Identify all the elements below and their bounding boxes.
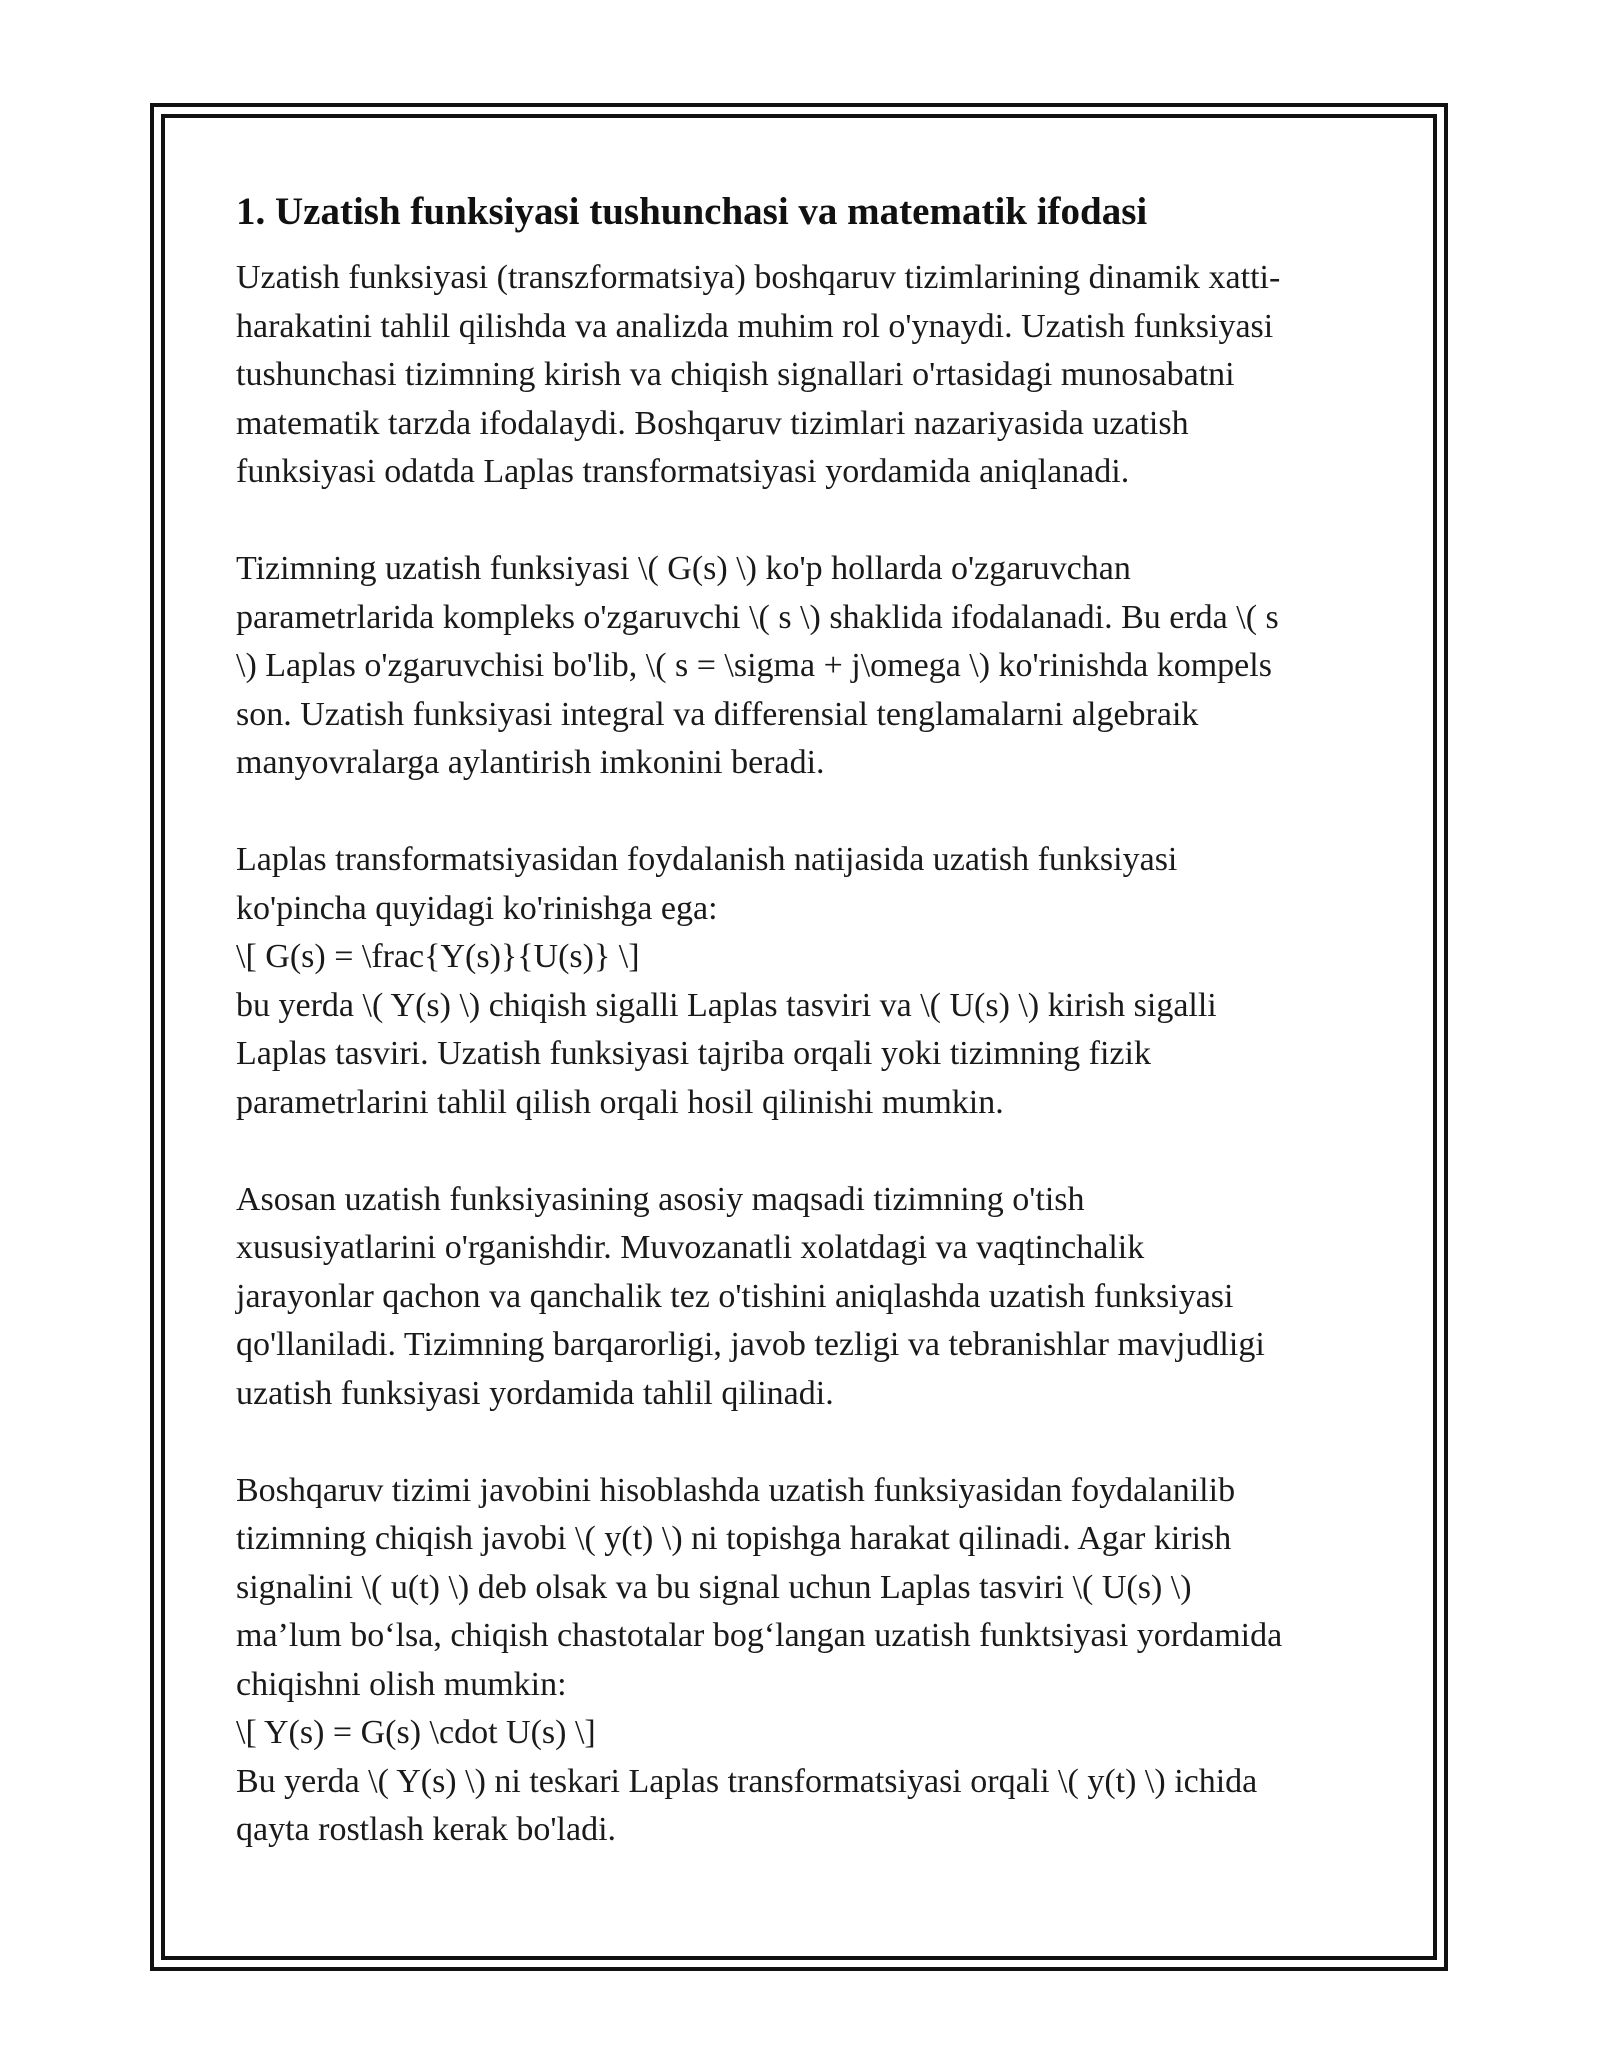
text-line: Laplas transformatsiyasidan foydalanish natijasida uzatish funksiyasi (236, 841, 1178, 878)
text-line: qo'llaniladi. Tizimning barqarorligi, javob tezligi va tebranishlar mavjudligi (236, 1326, 1265, 1363)
text-line: harakatini tahlil qilishda va analizda muhim rol o'ynaydi. Uzatish funksiyasi (236, 307, 1274, 345)
document-body (236, 182, 1376, 1903)
text-line: Boshqaruv tizimi javobini hisoblashda uzatish funksiyasidan foydalanilib (236, 1471, 1236, 1509)
formula-line: \[ G(s) = \frac{Y(s)}{U(s)} \] (236, 938, 640, 975)
text-line: signalini \( u(t) \) deb olsak va bu signal uchun Laplas tasviri \( U(s) \) (236, 1568, 1192, 1606)
text-line: tushunchasi tizimning kirish va chiqish signallari o'rtasidagi munosabatni (236, 356, 1235, 393)
paragraph-purpose (236, 1176, 1376, 1419)
text-line: ma’lum bo‘lsa, chiqish chastotalar bog‘langan uzatish funktsiyasi yordamida (236, 1617, 1283, 1654)
text-line: \) Laplas o'zgaruvchisi bo'lib, \( s = \sigma + j\omega \) ko'rinishda kompels (236, 647, 1272, 684)
text-line: bu yerda \( Y(s) \) chiqish sigalli Laplas tasviri va \( U(s) \) kirish sigalli (236, 986, 1217, 1024)
text-line: Uzatish funksiyasi (transzformatsiya) boshqaruv tizimlarining dinamik xatti- (236, 259, 1281, 296)
paragraph-laplas-formula (236, 836, 1376, 1127)
text-line: Asosan uzatish funksiyasining asosiy maqsadi tizimning o'tish (236, 1180, 1085, 1218)
text-line: Laplas tasviri. Uzatish funksiyasi tajriba orqali yoki tizimning fizik (236, 1035, 1151, 1072)
text-line: son. Uzatish funksiyasi integral va differensial tenglamalarni algebraik (236, 695, 1199, 733)
text-line: jarayonlar qachon va qanchalik tez o'tishini aniqlashda uzatish funksiyasi (236, 1277, 1234, 1315)
text-line: Tizimning uzatish funksiyasi \( G(s) \) ko'p hollarda o'zgaruvchan (236, 550, 1131, 587)
paragraph-output-response (236, 1467, 1376, 1855)
text-line: uzatish funksiyasi yordamida tahlil qilinadi. (236, 1374, 834, 1412)
text-line: tizimning chiqish javobi \( y(t) \) ni topishga harakat qilinadi. Agar kirish (236, 1520, 1232, 1557)
paragraph-definition (236, 254, 1376, 497)
text-line: parametrlarida kompleks o'zgaruvchi \( s \) shaklida ifodalanadi. Bu erda \( s (236, 598, 1279, 636)
text-line: ko'pincha quyidagi ko'rinishga ega: (236, 889, 718, 927)
text-line: funksiyasi odatda Laplas transformatsiyasi yordamida aniqlanadi. (236, 453, 1130, 490)
text-line: Bu yerda \( Y(s) \) ni teskari Laplas transformatsiyasi orqali \( y(t) \) ichida (236, 1762, 1258, 1800)
text-line: chiqishni olish mumkin: (236, 1665, 567, 1703)
text-line: parametrlarini tahlil qilish orqali hosil qilinishi mumkin. (236, 1083, 1004, 1121)
text-line: manyovralarga aylantirish imkonini beradi. (236, 744, 825, 781)
text-line: qayta rostlash kerak bo'ladi. (236, 1811, 617, 1848)
section-heading: 1. Uzatish funksiyasi tushunchasi va matematik ifodasi (236, 190, 1148, 233)
text-line: matematik tarzda ifodalaydi. Boshqaruv tizimlari nazariyasida uzatish (236, 404, 1189, 442)
text-line: xususiyatlarini o'rganishdir. Muvozanatli xolatdagi va vaqtinchalik (236, 1229, 1145, 1266)
formula-line: \[ Y(s) = G(s) \cdot U(s) \] (236, 1714, 596, 1751)
paragraph-complex-variable (236, 545, 1376, 788)
